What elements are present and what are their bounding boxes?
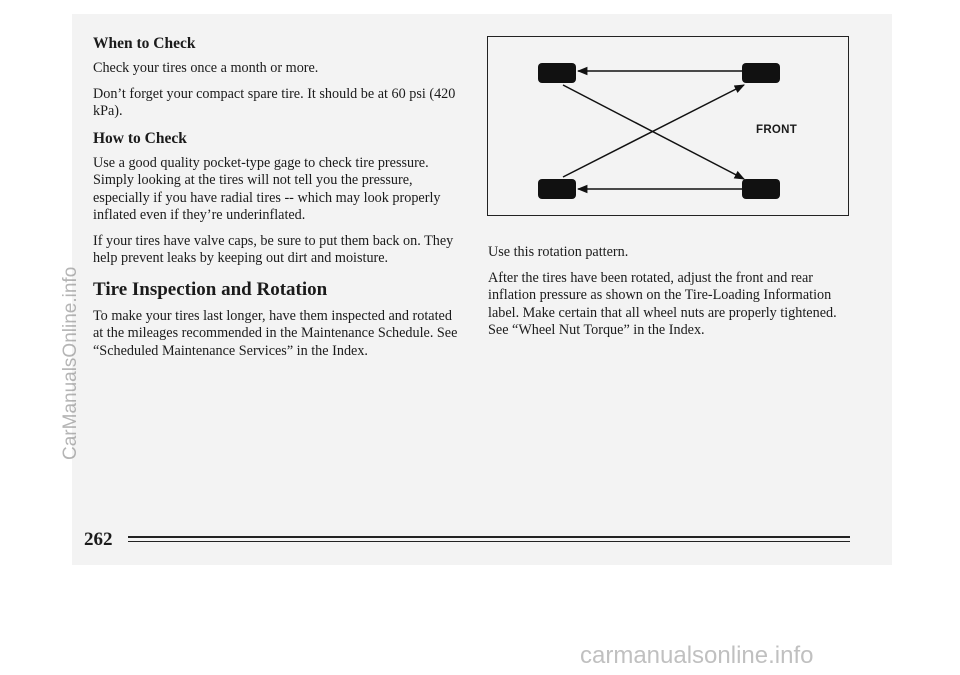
footer-rule-thick [128,536,850,538]
after-rotation-paragraph: After the tires have been rotated, adjust the front and rear inflation pressure as shown on the Tire-Loading Information label. Make certain that all wheel nuts are properly tightened. See “Wheel Nut Torque” in the Index. [488,269,837,338]
how-paragraph-2: If your tires have valve caps, be sure to put them back on. They help prevent leaks by keeping out dirt and moisture. [93,232,454,266]
tire-rear-right [538,179,576,199]
page-number: 262 [84,529,113,550]
footer-rule-thin [128,541,850,542]
rotation-paragraph: To make your tires last longer, have them inspected and rotated at the mileages recommended in the Maintenance Schedule. See “Scheduled Maintenance Services” in the Index. [93,307,458,359]
when-paragraph-2: Don’t forget your compact spare tire. It should be at 60 psi (420 kPa). [93,85,456,119]
rotation-heading: Tire Inspection and Rotation [93,278,328,300]
how-paragraph-1: Use a good quality pocket-type gage to check tire pressure. Simply looking at the tires will not tell you the pressure, especially if you have radial tires -- which may look properly inflated even if they’re underinflated. [93,154,441,223]
tire-rear-left [538,63,576,83]
bottom-watermark: carmanualsonline.info [580,642,814,669]
side-watermark: CarManualsOnline.info [60,266,81,460]
front-label: FRONT [756,124,798,136]
tire-front-left [742,63,780,83]
when-to-check-heading: When to Check [93,35,196,52]
diagram-caption: Use this rotation pattern. [488,244,629,260]
left-column [93,34,463,368]
how-to-check-heading: How to Check [93,129,187,147]
tire-front-right [742,179,780,199]
tire-rotation-diagram [487,36,849,216]
when-paragraph-1: Check your tires once a month or more. [93,60,319,76]
right-column [488,244,858,348]
